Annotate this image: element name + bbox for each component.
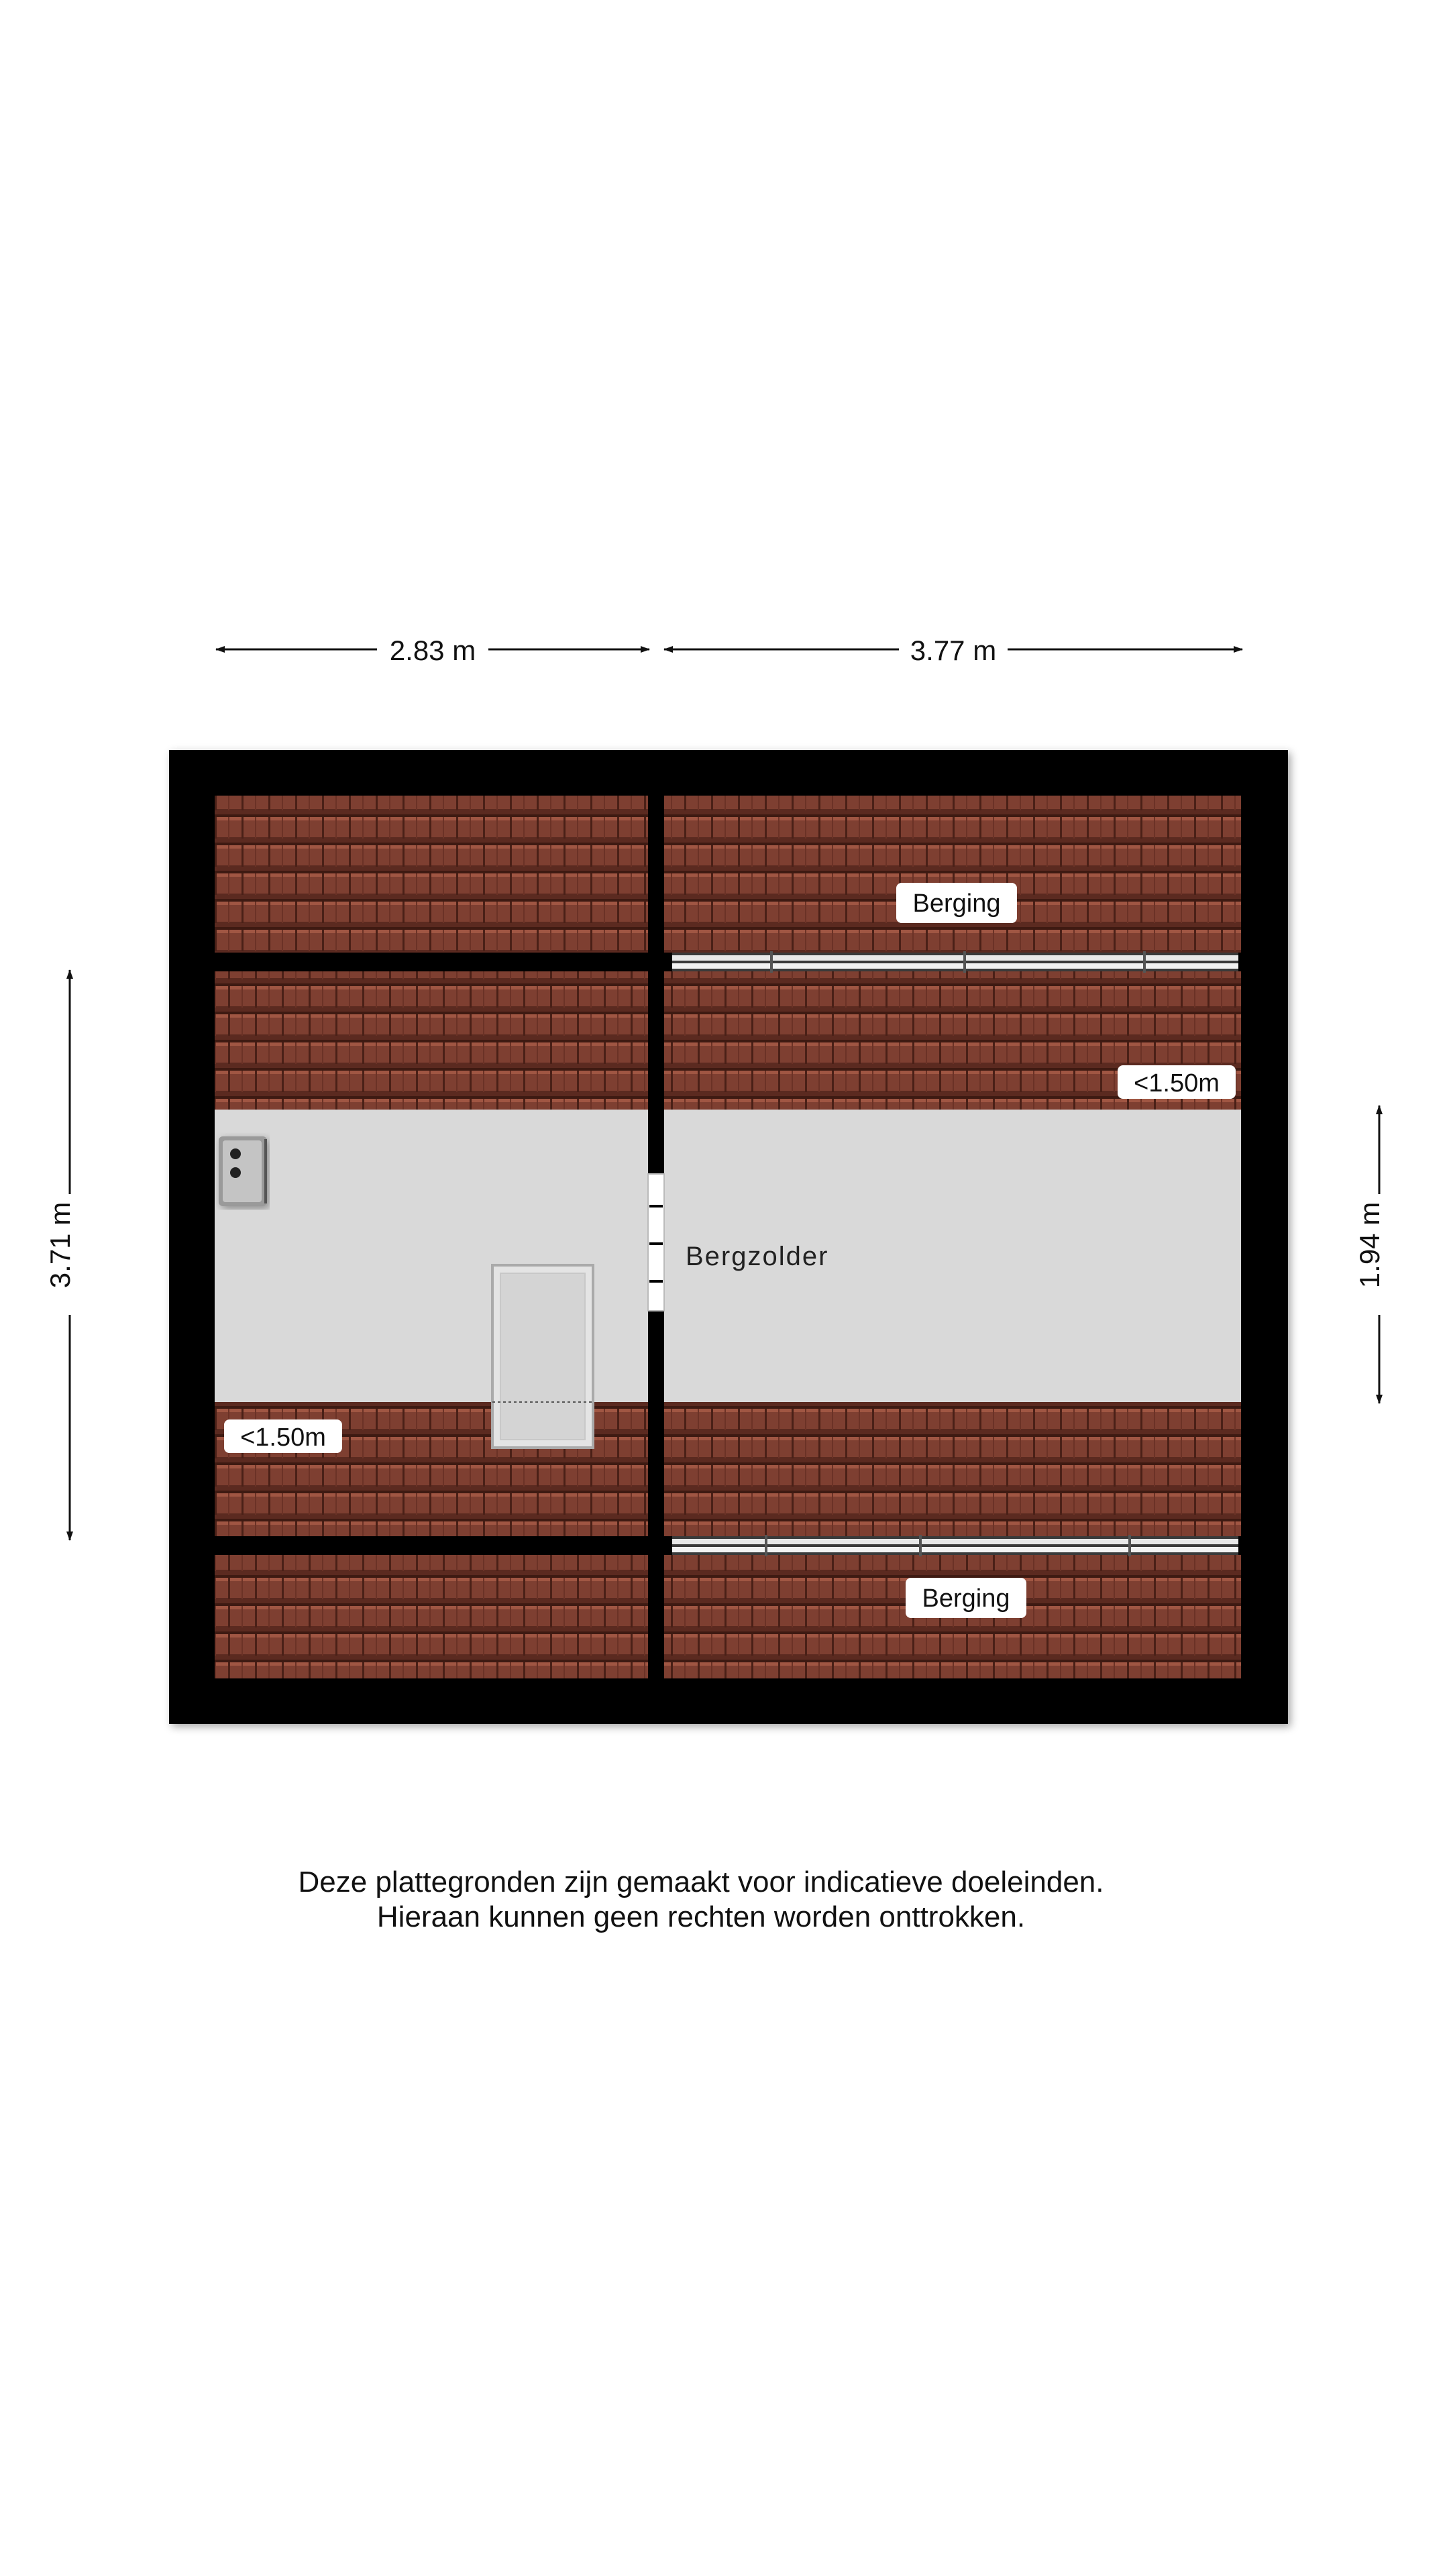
dimension-top-left-label: 2.83 m	[389, 635, 476, 666]
label-berging-bottom	[906, 1578, 1026, 1618]
label-berging-bottom-text: Berging	[922, 1585, 1010, 1613]
door-opening	[648, 1174, 664, 1311]
label-height-right	[1118, 1065, 1236, 1099]
label-berging-top	[896, 883, 1017, 923]
knee-wall-bottom	[672, 1535, 1238, 1556]
dimension-top-left	[216, 635, 649, 666]
label-height-right-text: <1.50m	[1134, 1069, 1220, 1097]
label-height-left	[224, 1419, 342, 1453]
disclaimer-line-2: Hieraan kunnen geen rechten worden onttrokken.	[376, 1900, 1026, 1933]
disclaimer-line-1: Deze plattegronden zijn gemaakt voor indicatieve doeleinden.	[298, 1866, 1104, 1898]
room-label-bergzolder: Bergzolder	[686, 1242, 829, 1271]
knee-wall-top	[672, 951, 1238, 973]
label-height-left-text: <1.50m	[240, 1424, 326, 1452]
dimension-top-right-label: 3.77 m	[910, 635, 997, 666]
dimension-right-label: 1.94 m	[1354, 1201, 1385, 1289]
dimension-right	[1354, 1106, 1385, 1403]
dimension-left-label: 3.71 m	[44, 1201, 76, 1289]
disclaimer	[0, 1865, 1402, 1935]
boiler-unit	[219, 1136, 267, 1206]
loft-hatch	[492, 1265, 593, 1448]
label-berging-top-text: Berging	[912, 890, 1001, 918]
dimension-top-right	[664, 635, 1242, 666]
dimension-left	[44, 970, 76, 1540]
